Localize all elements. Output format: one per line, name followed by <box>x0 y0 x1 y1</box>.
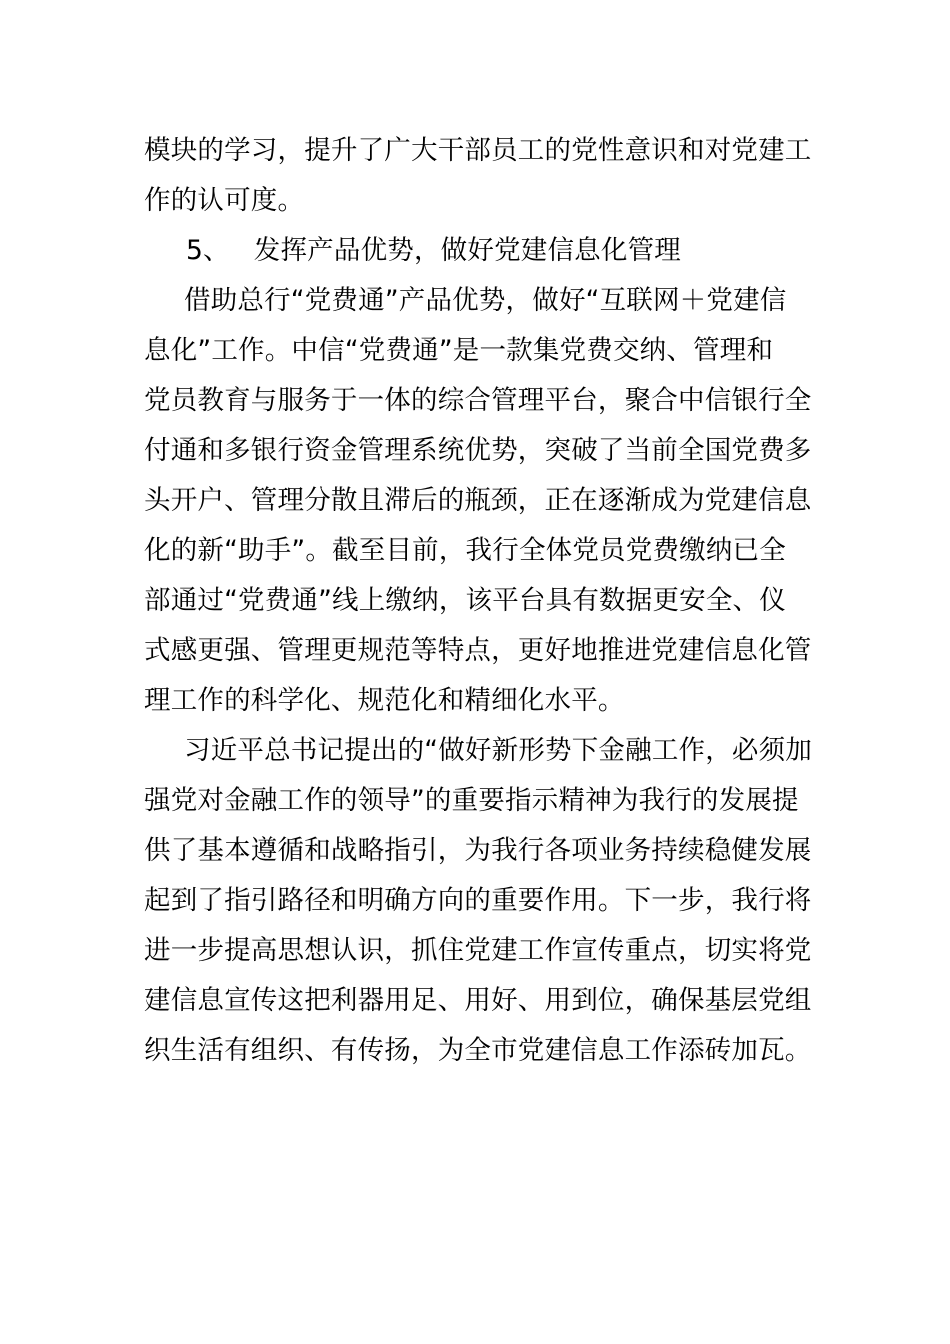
paragraph-line: 供了基本遵循和战略指引，为我行各项业务持续稳健发展 <box>144 835 812 866</box>
paragraph-line: 建信息宣传这把利器用足、用好、用到位，确保基层党组 <box>144 985 812 1016</box>
paragraph-line: 作的认可度。 <box>144 185 305 216</box>
paragraph-line: 模块的学习，提升了广大干部员工的党性意识和对党建工 <box>144 135 812 166</box>
paragraph-line: 部通过“党费通”线上缴纳，该平台具有数据更安全、仪 <box>144 585 786 616</box>
paragraph-line: 息化”工作。中信“党费通”是一款集党费交纳、管理和 <box>144 335 774 366</box>
paragraph-line: 进一步提高思想认识，抓住党建工作宣传重点，切实将党 <box>144 935 812 966</box>
paragraph-line: 付通和多银行资金管理系统优势，突破了当前全国党费多 <box>144 435 812 466</box>
paragraph-line: 强党对金融工作的领导”的重要指示精神为我行的发展提 <box>144 785 799 816</box>
paragraph-line: 化的新“助手”。截至目前，我行全体党员党费缴纳已全 <box>144 535 786 566</box>
document-body <box>144 126 816 1076</box>
paragraph-line: 理工作的科学化、规范化和精细化水平。 <box>144 685 625 716</box>
paragraph-line: 起到了指引路径和明确方向的重要作用。下一步，我行将 <box>144 885 812 916</box>
paragraph-line: 习近平总书记提出的“做好新形势下金融工作，必须加 <box>184 735 813 766</box>
section-heading <box>144 226 816 276</box>
paragraph-line: 头开户、管理分散且滞后的瓶颈，正在逐渐成为党建信息 <box>144 485 812 516</box>
section-number: 5、 <box>186 235 230 266</box>
paragraph-line: 织生活有组织、有传扬，为全市党建信息工作添砖加瓦。 <box>144 1035 812 1066</box>
paragraph-line: 借助总行“党费通”产品优势，做好“互联网＋党建信 <box>184 285 787 316</box>
paragraph-line: 式感更强、管理更规范等特点，更好地推进党建信息化管 <box>144 635 812 666</box>
paragraph-line: 党员教育与服务于一体的综合管理平台，聚合中信银行全 <box>144 385 812 416</box>
section-title: 发挥产品优势，做好党建信息化管理 <box>253 235 681 266</box>
